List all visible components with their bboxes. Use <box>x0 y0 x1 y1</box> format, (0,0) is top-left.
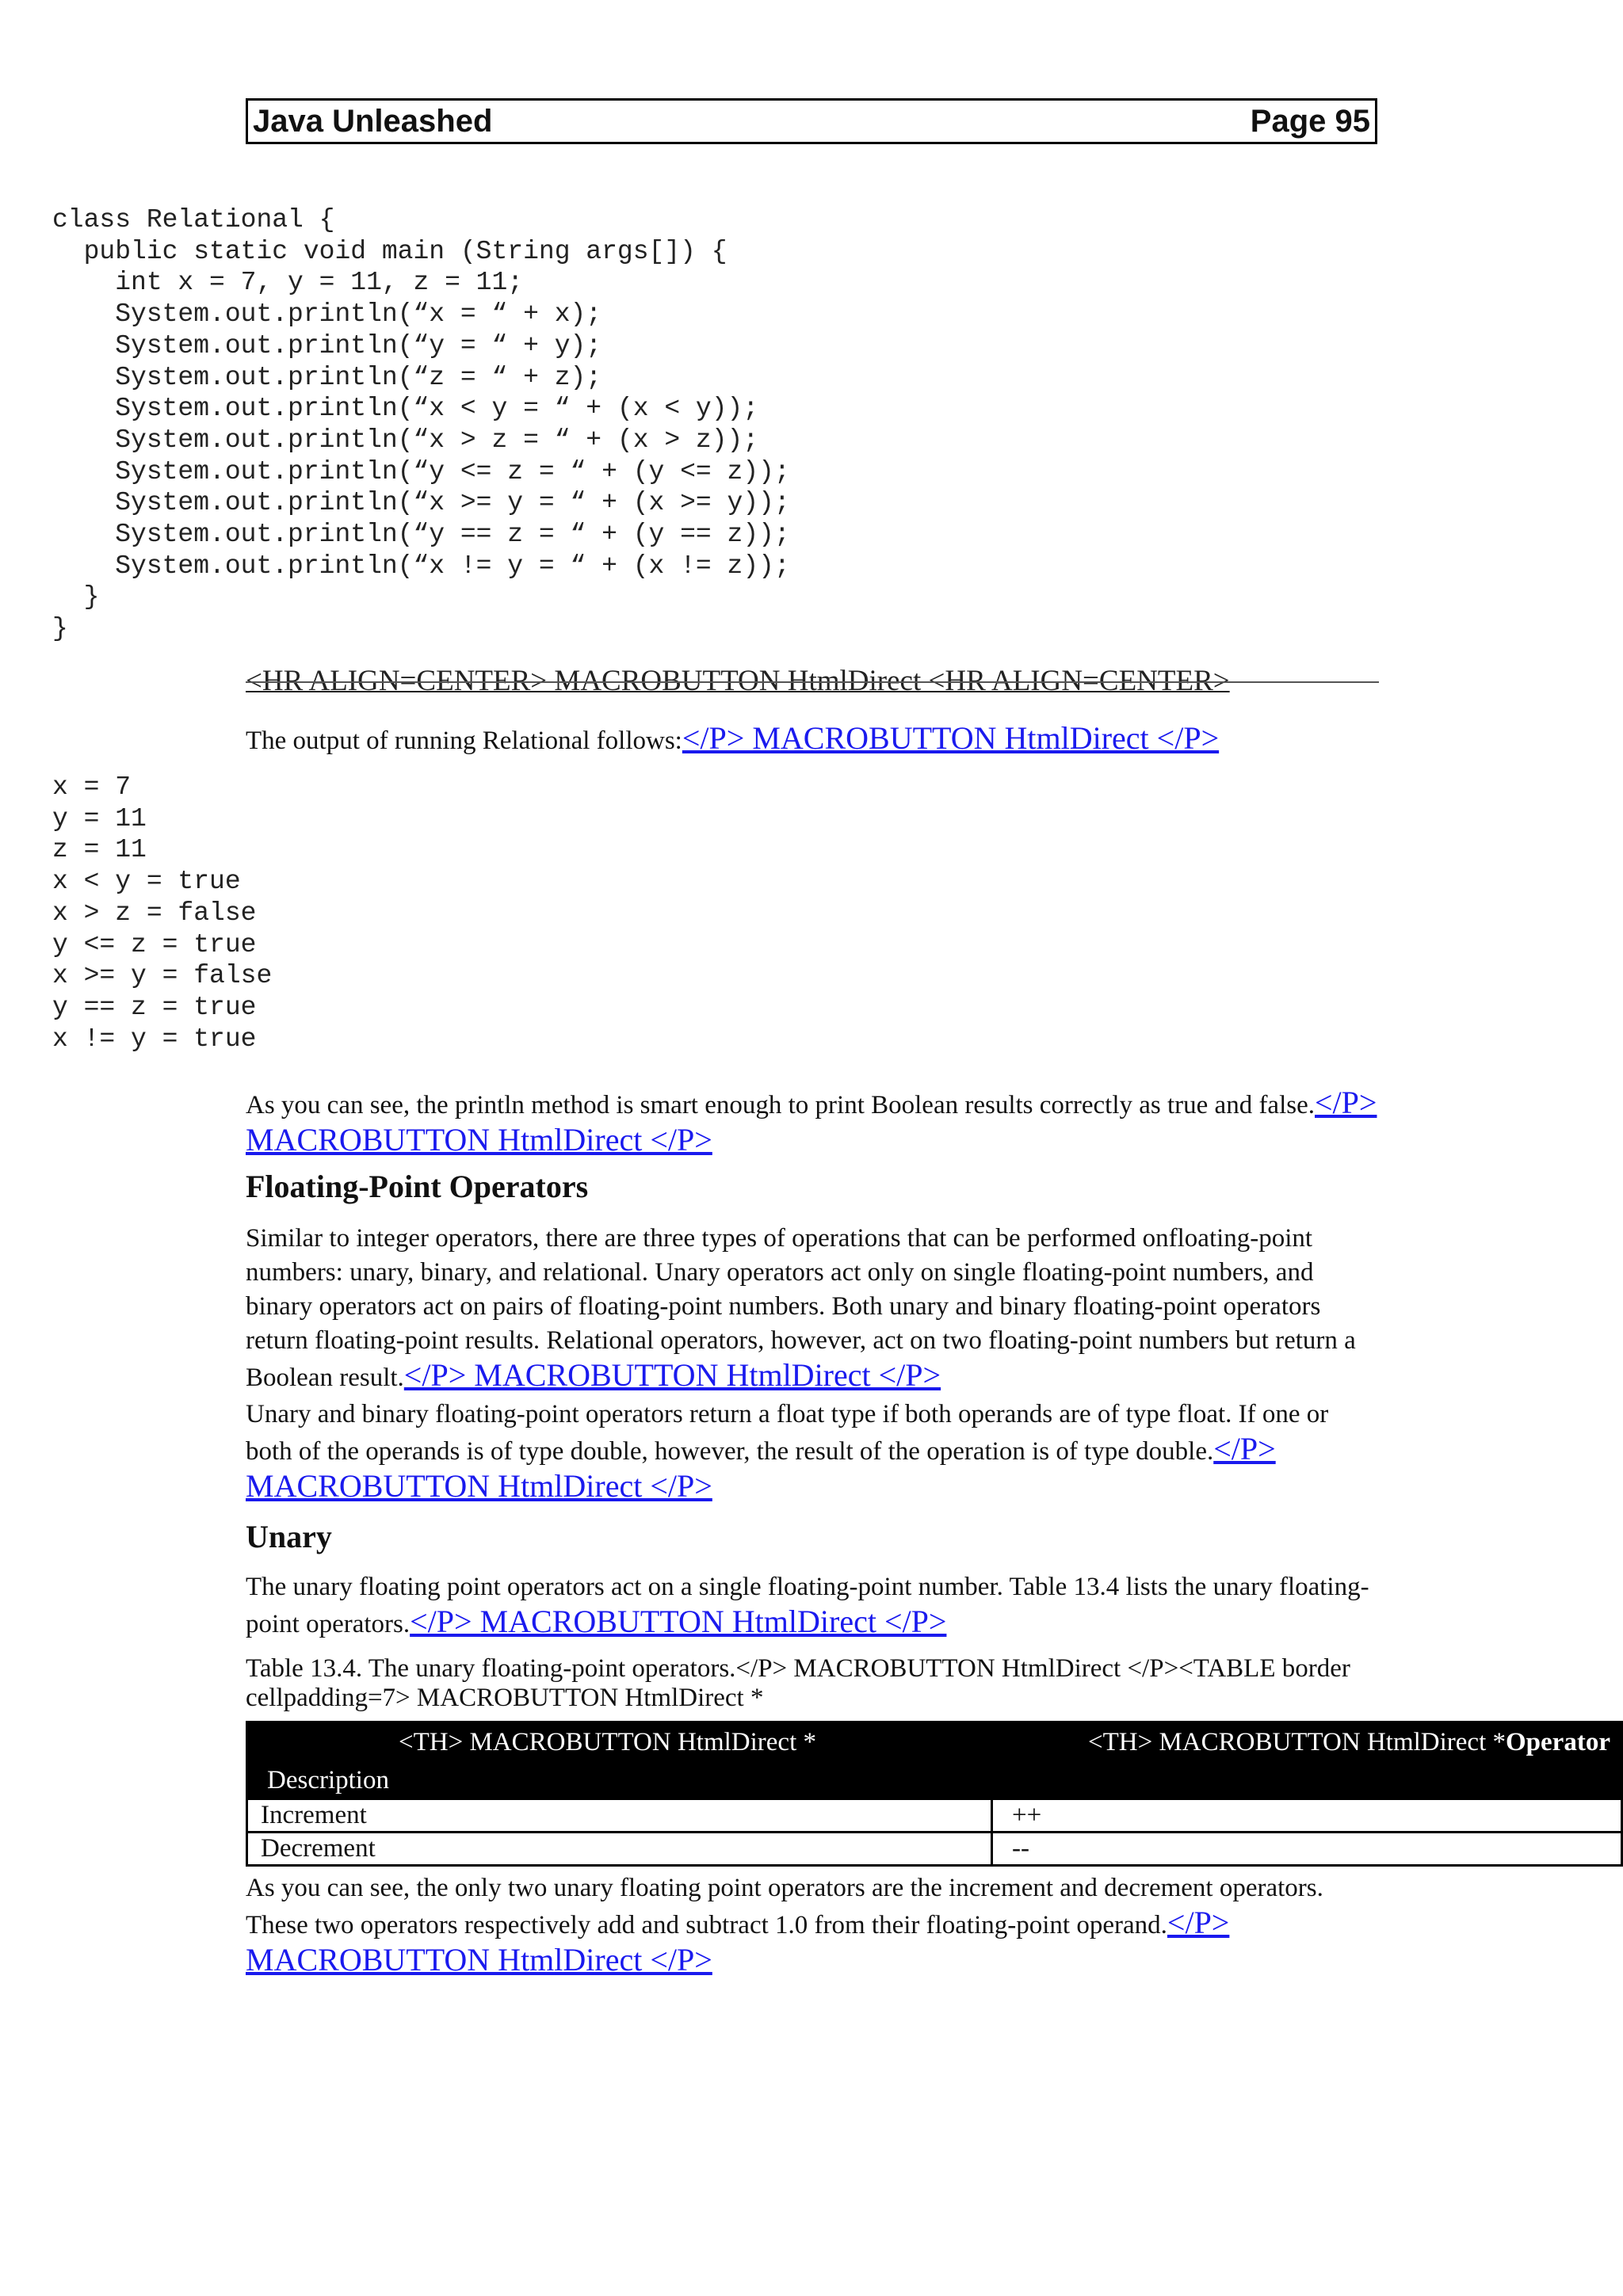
table-header-cell-1: <TH> MACROBUTTON HtmlDirect * <box>399 1728 817 1756</box>
fp1-text: Similar to integer operators, there are three types of operations that can be performed onfloating-point numbers: unary, binary, and relational. Unary operators act only on single floating-point numbers, and binary operators act on pairs of floating-point numbers. Both unary and binary floating-point operators return floating-point results. Relational operators, however, act on two floating-point numbers but return a Boolean result. <box>246 1224 1356 1392</box>
println-text: As you can see, the println method is smart enough to print Boolean results correctly as true and false. <box>246 1091 1315 1119</box>
unary-operators-table <box>246 1721 1623 1867</box>
table-row <box>246 1800 1623 1833</box>
book-title: Java Unleashed <box>253 103 493 139</box>
println-paragraph <box>246 1085 1379 1160</box>
floating-point-paragraph-1 <box>246 1222 1379 1395</box>
page-header <box>246 98 1377 144</box>
table-header-operator-label: Operator <box>1506 1728 1610 1756</box>
unary-paragraph <box>246 1570 1379 1642</box>
macrobutton-link[interactable]: </P> MACROBUTTON HtmlDirect </P> <box>403 1357 941 1393</box>
table-cell-operator: ++ <box>1012 1801 1042 1829</box>
fp2-text: Unary and binary floating-point operators return a float type if both operands are of type float. If one or both of the operands is of type double, however, the result of the operation is of type double. <box>246 1400 1329 1466</box>
macrobutton-link[interactable]: </P> MACROBUTTON HtmlDirect </P> <box>246 1085 1377 1158</box>
output-intro-paragraph <box>246 721 1379 758</box>
floating-point-paragraph-2 <box>246 1398 1379 1506</box>
table-cell-description: Increment <box>248 1800 993 1831</box>
table-header-description: Description <box>267 1766 389 1794</box>
macrobutton-link[interactable]: </P> MACROBUTTON HtmlDirect </P> <box>682 720 1220 756</box>
table-header-cell-2 <box>1088 1728 1610 1757</box>
macrobutton-link[interactable]: </P> MACROBUTTON HtmlDirect </P> <box>410 1604 947 1639</box>
table-caption: Table 13.4. The unary floating-point operators.</P> MACROBUTTON HtmlDirect </P><TABLE border cellpadding=7> MACROBUTTON HtmlDirect * <box>246 1654 1350 1712</box>
macrobutton-link[interactable]: </P> MACROBUTTON HtmlDirect </P> <box>246 1905 1230 1978</box>
heading-floating-point-operators: Floating-Point Operators <box>246 1169 589 1204</box>
table-header-row <box>246 1721 1623 1800</box>
page-number: Page 95 <box>1250 103 1370 139</box>
macrobutton-link[interactable]: </P> MACROBUTTON HtmlDirect </P> <box>246 1431 1276 1504</box>
output-listing: x = 7 y = 11 z = 11 x < y = true x > z = false y <= z = true x >= y = false y == z = true x != y = true <box>52 772 273 1054</box>
final-text: As you can see, the only two unary floating point operators are the increment and decrement operators. These two operators respectively add and subtract 1.0 from their floating-point operand. <box>246 1874 1323 1939</box>
heading-unary: Unary <box>246 1519 332 1554</box>
code-listing-relational: class Relational { public static void main (String args[]) { int x = 7, y = 11, z = 11; System.out.println(“x = “ + x); System.out.println(“y = “ + y); System.out.println(“z = “ + z); System.out.println(“x < y = “ + (x < y)); System.out.println(“x > z = “ + (x > z)); System.out.println(“y <= z = “ + (y <= z)); System.out.println(“x >= y = “ + (x >= y)); System.out.println(“y == z = “ + (y == z)); System.out.println(“x != y = “ + (x != z)); } } <box>52 205 790 644</box>
hr-markup-line: <HR ALIGN=CENTER> MACROBUTTON HtmlDirect <HR ALIGN=CENTER> <box>246 664 1379 698</box>
unary-text: The unary floating point operators act on a single floating-point number. Table 13.4 lists the unary floating-point operators. <box>246 1573 1369 1638</box>
table-cell-operator: -- <box>1012 1834 1029 1863</box>
final-paragraph <box>246 1871 1379 1980</box>
table-row <box>246 1833 1623 1867</box>
table-cell-description: Decrement <box>248 1833 993 1864</box>
table-header-cell-2-prefix: <TH> MACROBUTTON HtmlDirect * <box>1088 1728 1507 1756</box>
output-intro-text: The output of running Relational follows: <box>246 727 682 755</box>
